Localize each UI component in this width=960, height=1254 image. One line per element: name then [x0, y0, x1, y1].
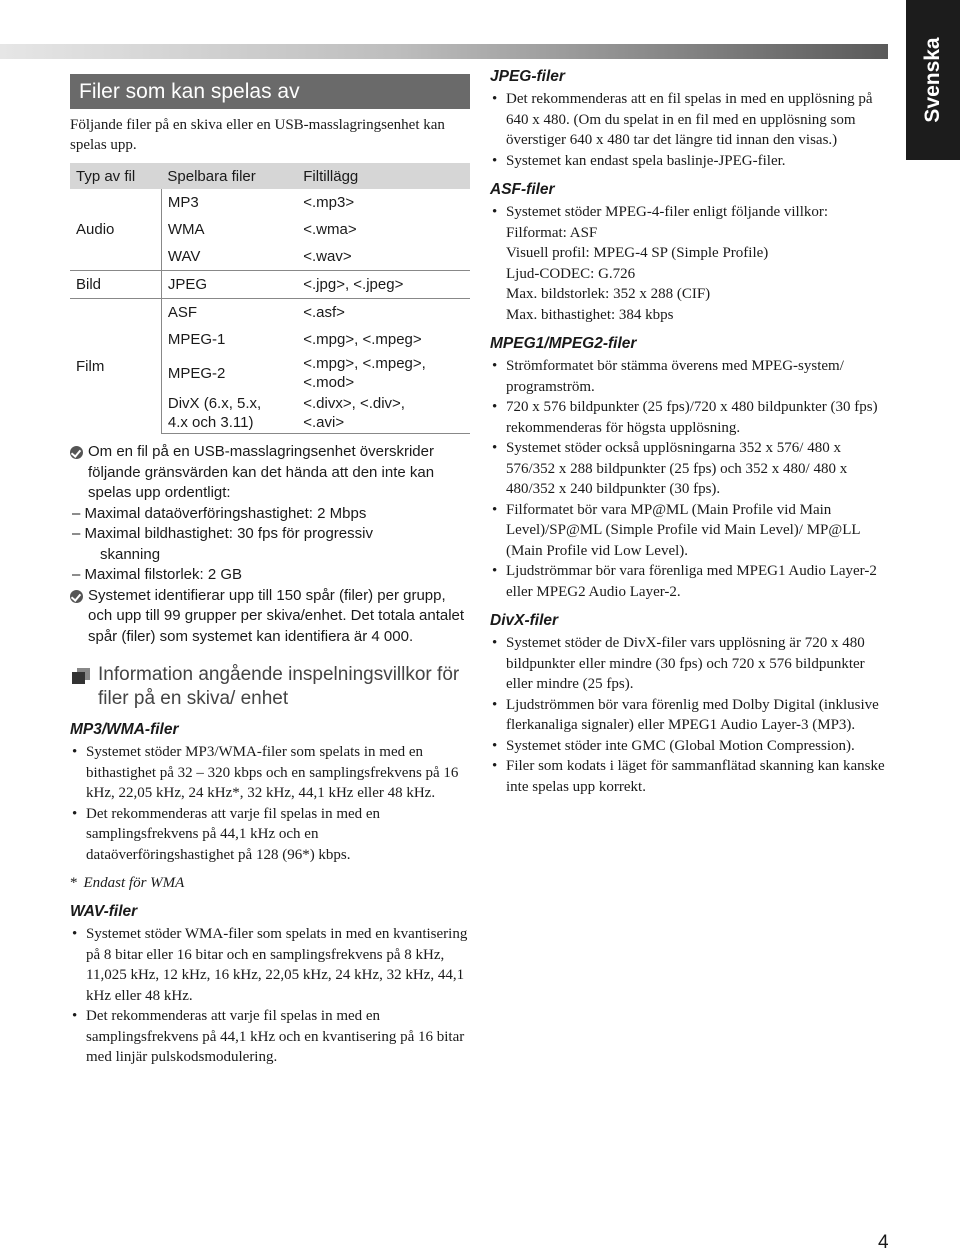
asf-line: Max. bithastighet: 384 kbps [506, 306, 674, 323]
table-cell: ASF [161, 299, 297, 327]
asf-line: Visuell profil: MPEG-4 SP (Simple Profile) [506, 245, 769, 261]
list-item: • Filer som kodats i läget för sammanflätad skanning kan kanske inte spelas upp korrekt. [490, 756, 890, 797]
jpeg-heading: JPEG-filer [490, 68, 565, 85]
section-title: Filer som kan spelas av [70, 74, 470, 109]
list-item: • 720 x 576 bildpunkter (25 fps)/720 x 480 bildpunkter (30 fps) rekommenderas för högsta upplösning. [490, 397, 890, 438]
list-item [490, 202, 890, 325]
asf-line: Max. bildstorlek: 352 x 288 (CIF) [506, 286, 711, 302]
footnote [70, 873, 470, 893]
ext-line: <.avi> [303, 414, 345, 431]
mpeg-list [490, 356, 890, 602]
list-item: • Systemet stöder MP3/WMA-filer som spelats in med en bithastighet på 32 – 320 kbps och en samplingsfrekvens på 16 kHz, 22,05 kHz, 24 kHz*, 32 kHz, 44,1 kHz eller 48 kHz. [70, 742, 470, 804]
left-column [70, 74, 470, 1068]
table-cell: <.asf> [297, 299, 470, 327]
table-cell: <.jpg>, <.jpeg> [297, 271, 470, 299]
table-cell: <.wma> [303, 221, 357, 238]
asf-line: Ljud-CODEC: G.726 [506, 265, 636, 282]
table-cell: MPEG-1 [167, 331, 226, 348]
table-row [70, 189, 470, 216]
limit-item: skanning [100, 545, 161, 563]
table-cell [297, 353, 470, 393]
list-item: • Strömformatet bör stämma överens med MPEG-system/ programström. [490, 356, 890, 397]
list-item: • Det rekommenderas att varje fil spelas in med en samplingsfrekvens på 44,1 kHz och en kvantisering på 16 bitar med linjär pulskodsmodulering. [70, 1006, 470, 1068]
table-row [70, 299, 470, 327]
language-tab [906, 0, 960, 160]
list-item: • Det rekommenderas att varje fil spelas in med en samplingsfrekvens på 44,1 kHz och en dataöverföringshastighet på 128 (96*) kbps. [70, 804, 470, 866]
list-item: • Systemet stöder de DivX-filer vars upplösning är 720 x 480 bildpunkter eller mindre (30 fps) och 720 x 576 bildpunkter eller mindre (25 fps). [490, 633, 890, 695]
check-icon [70, 590, 83, 603]
mp3wma-list [70, 742, 470, 865]
asf-line: Filformat: ASF [506, 224, 598, 241]
ext-line: <.mod> [303, 374, 355, 391]
table-header: Spelbara filer [161, 163, 297, 189]
header-gradient-bar [0, 44, 888, 59]
file-line: 4.x och 3.11) [167, 414, 254, 431]
table-header-row [70, 163, 470, 189]
list-item: • Ljudströmmar bör vara förenliga med MPEG1 Audio Layer-2 eller MPEG2 Audio Layer-2. [490, 561, 890, 602]
table-cell: MPEG-2 [167, 364, 226, 382]
limit-item: – Maximal bildhastighet: 30 fps för progressiv [72, 525, 373, 542]
table-row [70, 271, 470, 299]
info-section-title-text: Information angående inspelningsvillkor för filer på en skiva/ enhet [98, 664, 460, 709]
file-type-table [70, 163, 470, 434]
list-item: • Systemet kan endast spela baslinje-JPEG-filer. [490, 151, 890, 172]
file-line: DivX (6.x, 5.x, [167, 395, 262, 412]
footnote-text: Endast för WMA [83, 875, 185, 891]
divx-heading: DivX-filer [490, 612, 559, 629]
table-cell: JPEG [161, 271, 297, 299]
table-cell [161, 393, 297, 434]
table-cell: <.wav> [303, 248, 352, 265]
limit-item: – Maximal dataöverföringshastighet: 2 Mbps [72, 504, 367, 522]
info-squares-icon [72, 668, 90, 684]
table-header: Typ av fil [70, 163, 161, 189]
info-section-title [70, 663, 470, 711]
mpeg-heading: MPEG1/MPEG2-filer [490, 335, 637, 352]
list-item: • Systemet stöder WMA-filer som spelats in med en kvantisering på 8 bitar eller 16 bitar och en samplingsfrekvens på 8 kHz, 11,025 kHz, 12 kHz, 16 kHz, 22,05 kHz, 24 kHz, 32 kHz, 44,1 kHz eller 48 kHz. [70, 924, 470, 1006]
note-text: Om en fil på en USB-masslagringsenhet överskrider följande gränsvärden kan det hända att den inte kan spelas upp ordentligt: [88, 443, 435, 501]
wav-list [70, 924, 470, 1068]
category-bild: Bild [70, 271, 161, 299]
note-text: Systemet identifierar upp till 150 spår (filer) per grupp, och upp till 99 grupper per skiva/enhet. Det totala antalet spår (filer) som systemet kan identifiera är 4 000. [88, 586, 465, 645]
list-item: • Systemet stöder inte GMC (Global Motion Compression). [490, 736, 890, 757]
table-cell: WAV [167, 248, 201, 265]
list-item: • Systemet stöder också upplösningarna 352 x 576/ 480 x 576/352 x 288 bildpunkter (25 fps) och 352 x 480/ 480 x 480/352 x 240 bildpunkter (30 fps). [490, 438, 890, 500]
table-cell [297, 393, 470, 434]
table-cell: WMA [167, 221, 205, 238]
note-usb-limits [70, 442, 470, 504]
table-cell: MP3 [167, 194, 199, 211]
category-audio: Audio [70, 189, 161, 271]
language-tab-label: Svenska [921, 37, 944, 123]
wav-heading: WAV-filer [70, 903, 138, 920]
asf-heading: ASF-filer [490, 181, 555, 198]
category-film: Film [70, 299, 161, 434]
ext-line: <.mpg>, <.mpeg>, [303, 355, 426, 372]
page-number: 4 [878, 1232, 889, 1253]
table-cell: <.mpg>, <.mpeg> [303, 331, 422, 348]
right-column [490, 68, 890, 797]
list-item: • Det rekommenderas att en fil spelas in med en upplösning på 640 x 480. (Om du spelat in en fil med en upplösning som överstiger 640 x 480 tar det längre tid innan den visas.) [490, 89, 890, 151]
limit-item: – Maximal filstorlek: 2 GB [72, 566, 243, 583]
jpeg-list [490, 89, 890, 171]
list-item: • Ljudströmmen bör vara förenlig med Dolby Digital (inklusive flerkanaliga signaler) eller MPEG1 Audio Layer-3 (MP3). [490, 695, 890, 736]
table-cell: <.mp3> [303, 194, 355, 211]
list-item: • Filformatet bör vara MP@ML (Main Profile vid Main Level)/SP@ML (Simple Profile vid Main Level)/ MP@LL (Main Profile vid Low Level). [490, 500, 890, 562]
mp3wma-heading: MP3/WMA-filer [70, 721, 179, 738]
check-icon [70, 446, 83, 459]
footnote-mark: * [70, 875, 78, 891]
asf-list [490, 202, 890, 325]
note-track-limits [70, 586, 470, 648]
ext-line: <.divx>, <.div>, [303, 395, 405, 412]
asf-bullet-text: Systemet stöder MPEG-4-filer enligt följande villkor: [506, 204, 829, 220]
divx-list [490, 633, 890, 797]
notes [70, 442, 470, 647]
intro-text: Följande filer på en skiva eller en USB-masslagringsenhet kan spelas upp. [70, 117, 445, 153]
table-header: Filtillägg [297, 163, 470, 189]
